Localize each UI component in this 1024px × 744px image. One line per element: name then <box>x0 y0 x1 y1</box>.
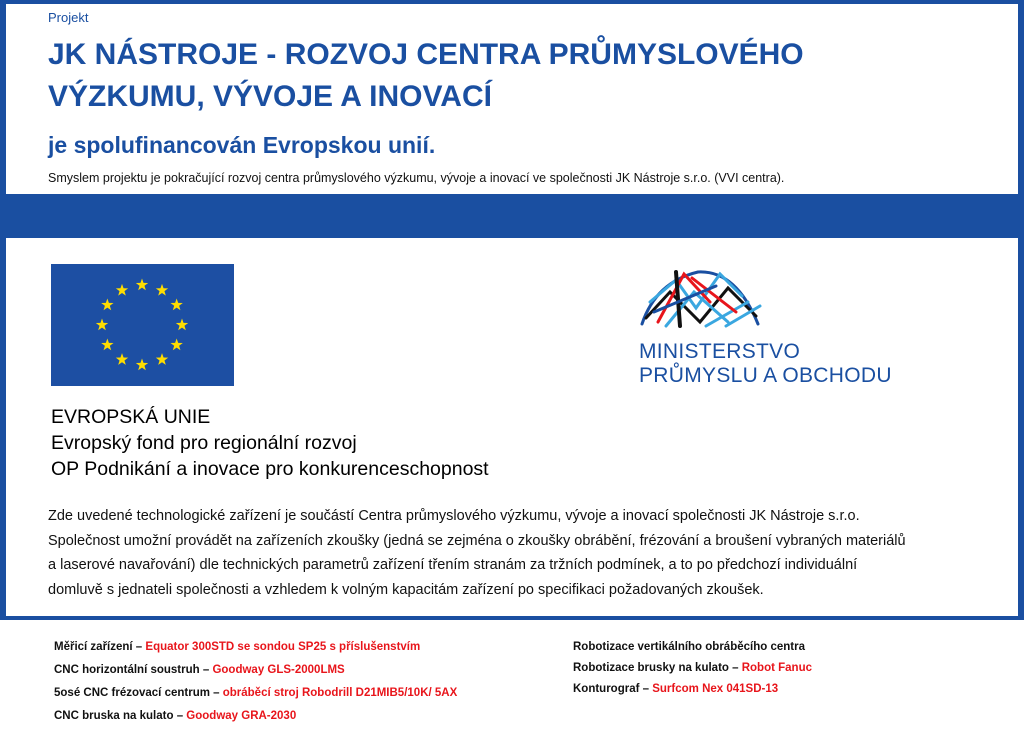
page-title <box>48 34 1008 118</box>
title-line-1: JK NÁSTROJE - ROZVOJ CENTRA PRŮMYSLOVÉHO <box>48 38 804 71</box>
eu-star-icon <box>116 284 128 296</box>
equipment-name: Konturograf – <box>573 683 653 695</box>
eu-star-icon <box>96 319 108 331</box>
equipment-name: CNC bruska na kulato – <box>54 710 187 722</box>
eu-star-icon <box>101 299 113 311</box>
project-description: Smyslem projektu je pokračující rozvoj centra průmyslového výzkumu, vývoje a inovací ve společnosti JK Nástroje s.r.o. (VVI centra). <box>48 171 785 185</box>
eu-line-1: EVROPSKÁ UNIE <box>51 406 211 428</box>
equipment-model: Robot Fanuc <box>741 662 812 674</box>
ministry-name <box>639 340 892 388</box>
eu-star-icon <box>136 279 148 291</box>
title-line-2: VÝZKUMU, VÝVOJE A INOVACÍ <box>48 80 492 113</box>
eu-star-icon <box>156 353 168 365</box>
body-line-4: domluvě s jednateli společnosti a vzhledem k volným kapacitám zařízení po specifikaci požadovaných zkoušek. <box>48 581 764 598</box>
eu-line-2: Evropský fond pro regionální rozvoj <box>51 432 357 454</box>
ministry-globe-icon <box>636 262 766 337</box>
facility-description <box>48 504 998 602</box>
equipment-item <box>573 683 778 695</box>
eu-star-icon <box>170 339 182 351</box>
subtitle: je spolufinancován Evropskou unií. <box>48 132 436 158</box>
equipment-item <box>54 687 457 699</box>
equipment-name: Robotizace vertikálního obráběcího centra <box>573 641 805 653</box>
equipment-model: Goodway GLS-2000LMS <box>212 664 345 676</box>
eu-star-icon <box>116 353 128 365</box>
ministry-line-2: PRŮMYSLU A OBCHODU <box>639 364 892 387</box>
equipment-model: Equator 300STD se sondou SP25 s příslušenstvím <box>145 641 421 653</box>
equipment-model: Goodway GRA-2030 <box>186 710 297 722</box>
equipment-item <box>573 641 805 653</box>
equipment-name: 5osé CNC frézovací centrum – <box>54 687 223 699</box>
equipment-name: Robotizace brusky na kulato – <box>573 662 742 674</box>
equipment-model: obráběcí stroj Robodrill D21MIB5/10K/ 5AX <box>222 687 458 699</box>
eu-star-icon <box>170 299 182 311</box>
eu-star-icon <box>101 339 113 351</box>
body-line-1: Zde uvedené technologické zařízení je součástí Centra průmyslového výzkumu, vývoje a inovací společnosti JK Nástroje s.r.o. <box>48 508 860 524</box>
equipment-item <box>573 662 812 674</box>
body-line-2: Společnost umožní provádět na zařízeních zkoušky (jedná se zejména o zkoušky obrábění, frézování a broušení vybraných materiálů <box>48 532 906 549</box>
project-label: Projekt <box>48 10 89 25</box>
eu-line-3: OP Podnikání a inovace pro konkurenceschopnost <box>51 458 489 480</box>
eu-flag-icon <box>51 264 234 386</box>
eu-star-icon <box>136 359 148 371</box>
eu-star-icon <box>176 319 188 331</box>
ministry-line-1: MINISTERSTVO <box>639 340 801 363</box>
equipment-item <box>54 710 296 722</box>
body-line-3: a laserové navařování) dle technických parametrů zařízení třením stranám za tržních podmínek, a to po předchozí individuální <box>48 557 858 573</box>
equipment-item <box>54 641 420 653</box>
equipment-item <box>54 664 345 676</box>
equipment-name: Měřicí zařízení – <box>54 641 146 653</box>
eu-fund-text <box>51 404 489 482</box>
eu-star-icon <box>156 284 168 296</box>
equipment-model: Surfcom Nex 041SD-13 <box>652 683 779 695</box>
equipment-name: CNC horizontální soustruh – <box>54 664 213 676</box>
